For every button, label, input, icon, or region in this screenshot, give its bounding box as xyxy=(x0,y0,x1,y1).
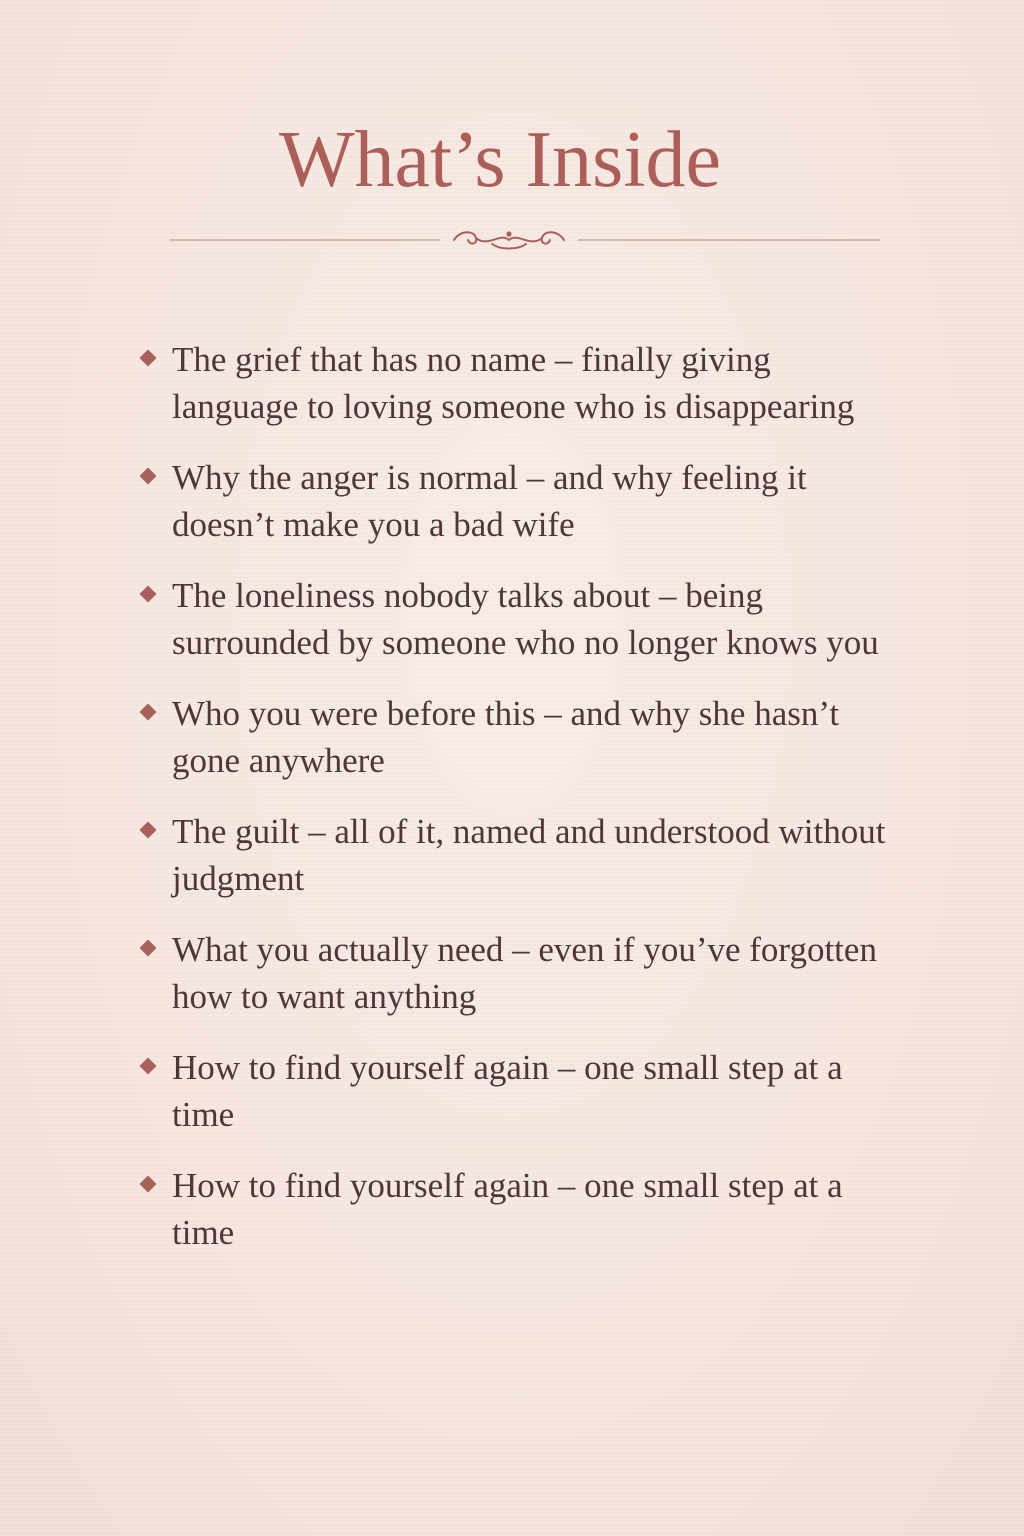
list-item xyxy=(138,1044,898,1138)
diamond-bullet-icon xyxy=(140,822,157,839)
diamond-bullet-icon xyxy=(140,940,157,957)
diamond-bullet-icon xyxy=(140,1058,157,1075)
list-item xyxy=(138,336,898,430)
diamond-bullet-icon xyxy=(140,468,157,485)
diamond-bullet-icon xyxy=(140,350,157,367)
list-item-text: Why the anger is normal – and why feeling it doesn’t make you a bad wife xyxy=(172,458,807,544)
list-item-text: How to find yourself again – one small step at a time xyxy=(172,1048,843,1134)
list-item-text: The guilt – all of it, named and understood without judgment xyxy=(172,812,886,898)
contents-list xyxy=(138,336,898,1280)
list-item-text: What you actually need – even if you’ve forgotten how to want anything xyxy=(172,930,877,1016)
list-item-text: The grief that has no name – finally giving language to loving someone who is disappearing xyxy=(172,340,855,426)
list-item xyxy=(138,572,898,666)
ornament-flourish-icon xyxy=(170,224,880,258)
list-item xyxy=(138,808,898,902)
list-item xyxy=(138,1162,898,1256)
list-item-text: The loneliness nobody talks about – being surrounded by someone who no longer knows you xyxy=(172,576,879,662)
list-item-text: Who you were before this – and why she hasn’t gone anywhere xyxy=(172,694,840,780)
diamond-bullet-icon xyxy=(140,586,157,603)
page-title: What’s Inside xyxy=(278,116,722,204)
list-item xyxy=(138,454,917,548)
diamond-bullet-icon xyxy=(140,1176,157,1193)
list-item xyxy=(138,926,898,1020)
list-item xyxy=(138,690,898,784)
list-item-text: How to find yourself again – one small step at a time xyxy=(172,1166,843,1252)
diamond-bullet-icon xyxy=(140,704,157,721)
